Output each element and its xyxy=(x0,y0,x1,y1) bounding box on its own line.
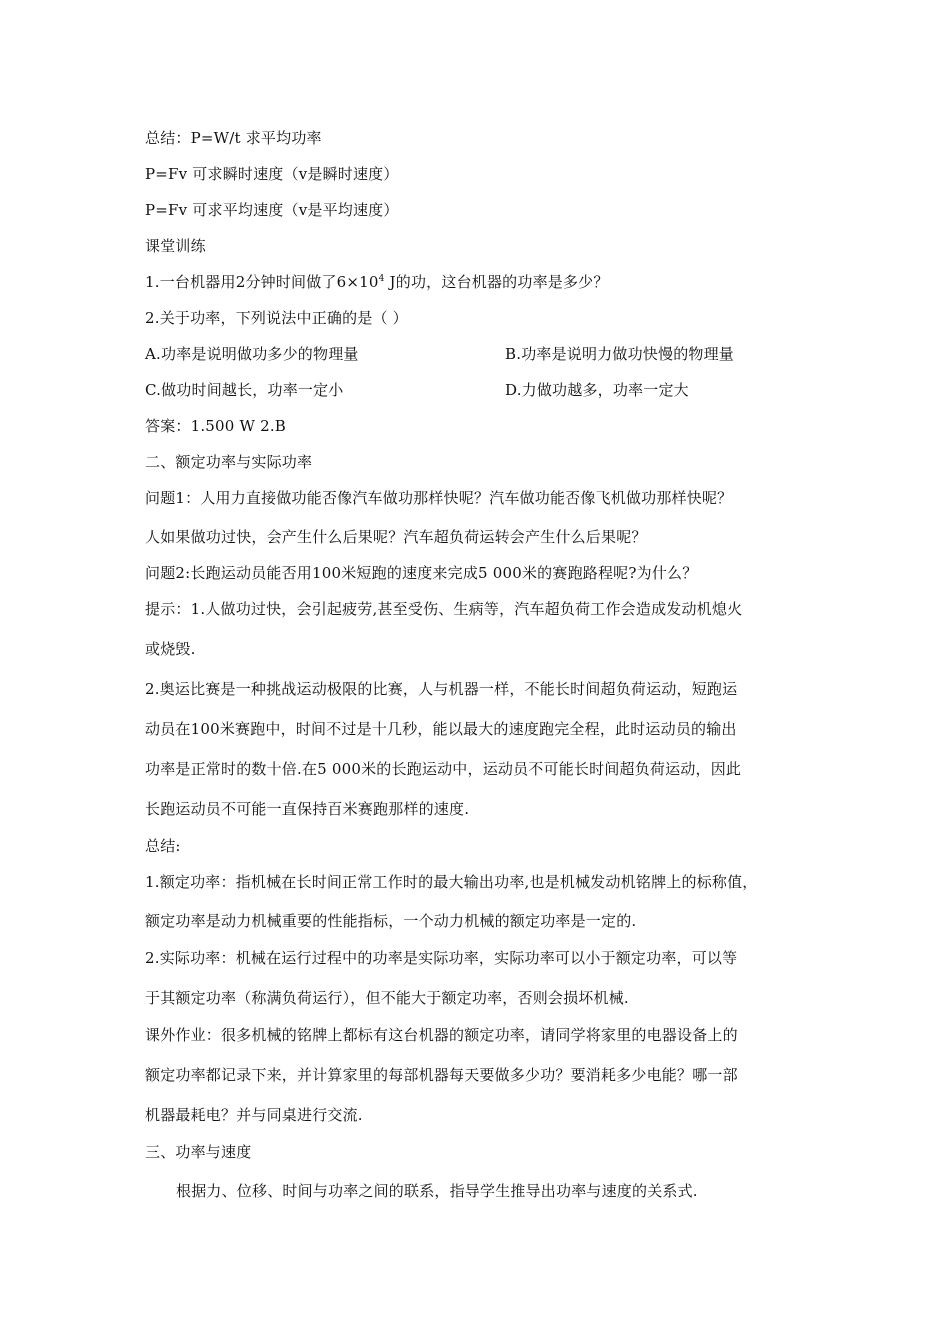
paragraph-line: 长跑运动员不可能一直保持百米赛跑那样的速度. xyxy=(145,800,470,818)
paragraph-line: 提示：1.人做功过快，会引起疲劳,甚至受伤、生病等，汽车超负荷工作会造成发动机熄火 xyxy=(145,600,743,618)
option-c: C.做功时间越长，功率一定小 xyxy=(145,381,344,399)
summary-formula-3: P=Fv 可求平均速度（v是平均速度） xyxy=(145,201,399,219)
question-2: 2.关于功率，下列说法中正确的是（ ） xyxy=(145,309,408,327)
option-b: B.功率是说明力做功快慢的物理量 xyxy=(505,345,734,363)
section-2-heading: 二、额定功率与实际功率 xyxy=(145,453,313,471)
paragraph-line: 问题1：人用力直接做功能否像汽车做功那样快呢？汽车做功能否像飞机做功那样快呢？ xyxy=(145,489,733,507)
question-1 xyxy=(145,272,609,292)
homework-line: 额定功率都记录下来，并计算家里的每部机器每天要做多少功？要消耗多少电能？哪一部 xyxy=(145,1066,738,1084)
question-1-exponent: 4 xyxy=(378,274,385,284)
paragraph-line: 人如果做功过快，会产生什么后果呢？汽车超负荷运转会产生什么后果呢？ xyxy=(145,528,647,546)
section-3-heading: 三、功率与速度 xyxy=(145,1143,252,1161)
question-1-text-end: J的功，这台机器的功率是多少？ xyxy=(384,273,609,291)
option-d: D.力做功越多，功率一定大 xyxy=(505,381,689,399)
homework-line: 课外作业：很多机械的铭牌上都标有这台机器的额定功率，请同学将家里的电器设备上的 xyxy=(145,1026,738,1044)
question-1-text: 1.一台机器用2分钟时间做了6×10 xyxy=(145,273,379,291)
exercise-heading: 课堂训练 xyxy=(145,237,206,255)
paragraph-line: 额定功率是动力机械重要的性能指标，一个动力机械的额定功率是一定的. xyxy=(145,912,637,930)
summary-heading: 总结: xyxy=(145,837,181,855)
paragraph-line: 功率是正常时的数十倍.在5 000米的长跑运动中，运动员不可能长时间超负荷运动，因此 xyxy=(145,760,742,778)
homework-line: 机器最耗电？并与同桌进行交流. xyxy=(145,1106,363,1124)
summary-formula-2: P=Fv 可求瞬时速度（v是瞬时速度） xyxy=(145,165,399,183)
paragraph-line: 2.实际功率：机械在运行过程中的功率是实际功率，实际功率可以小于额定功率，可以等 xyxy=(145,949,738,967)
paragraph-line: 或烧毁. xyxy=(145,640,196,658)
paragraph-line: 动员在100米赛跑中，时间不过是十几秒，能以最大的速度跑完全程，此时运动员的输出 xyxy=(145,720,737,738)
paragraph-line: 问题2:长跑运动员能否用100米短跑的速度来完成5 000米的赛跑路程呢?为什么？ xyxy=(145,564,698,582)
answer-line: 答案：1.500 W 2.B xyxy=(145,417,287,435)
paragraph-line: 1.额定功率：指机械在长时间正常工作时的最大输出功率,也是机械发动机铭牌上的标称值， xyxy=(145,873,758,891)
summary-formula-1: 总结：P=W/t 求平均功率 xyxy=(145,129,322,147)
paragraph-line: 2.奥运比赛是一种挑战运动极限的比赛，人与机器一样，不能长时间超负荷运动，短跑运 xyxy=(145,680,738,698)
paragraph-line: 于其额定功率（称满负荷运行），但不能大于额定功率，否则会损坏机械. xyxy=(145,989,629,1007)
paragraph-line: 根据力、位移、时间与功率之间的联系，指导学生推导出功率与速度的关系式. xyxy=(176,1182,698,1200)
option-a: A.功率是说明做功多少的物理量 xyxy=(145,345,359,363)
